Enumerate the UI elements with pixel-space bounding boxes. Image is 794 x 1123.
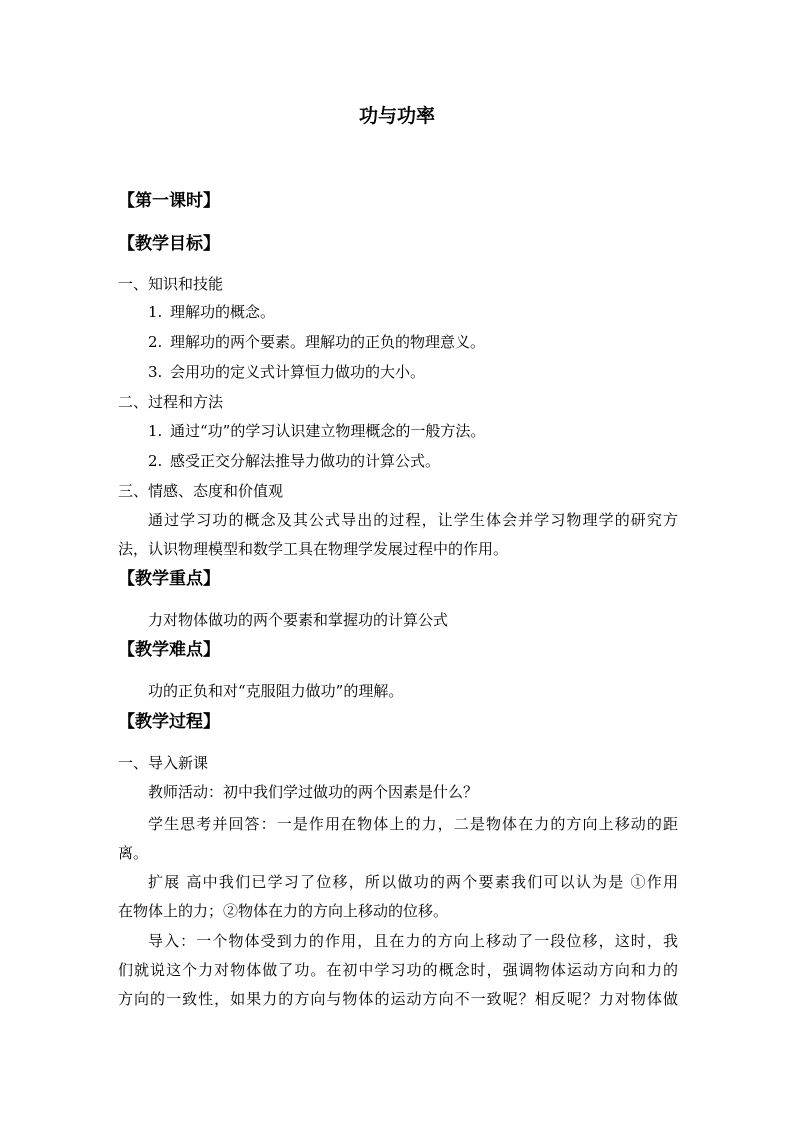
paragraph-line: 在物体上的力；②物体在力的方向上移动的位移。 — [118, 902, 449, 920]
paragraph-line: 们就说这个力对物体做了功。在初中学习功的概念时，强调物体运动方向和力的 — [118, 961, 678, 979]
list-item — [148, 420, 708, 442]
key-points-text: 力对物体做功的两个要素和掌握功的计算公式 — [148, 611, 449, 629]
paragraph-line: 导入：一个物体受到力的作用，且在力的方向上移动了一段位移，这时，我 — [148, 932, 678, 950]
list-number: 2. — [148, 452, 163, 470]
paragraph-line: 学生思考并回答：一是作用在物体上的力，二是物体在力的方向上移动的距 — [148, 815, 678, 833]
list-text: 会用功的定义式计算恒力做功的大小。 — [170, 363, 426, 381]
heading-key-points: 【教学重点】 — [118, 569, 220, 589]
difficulties-text: 功的正负和对“克服阻力做功”的理解。 — [148, 682, 404, 700]
list-item — [148, 361, 708, 383]
paragraph-line: 教师活动：初中我们学过做功的两个因素是什么？ — [148, 783, 479, 801]
list-text: 通过“功”的学习认识建立物理概念的一般方法。 — [170, 422, 486, 440]
section-knowledge-skills: 一、知识和技能 — [118, 275, 224, 293]
list-text: 理解功的两个要素。理解功的正负的物理意义。 — [170, 333, 486, 351]
section-process-method: 二、过程和方法 — [118, 393, 224, 411]
heading-difficulties: 【教学难点】 — [118, 640, 220, 660]
page-title: 功与功率 — [358, 105, 435, 127]
paragraph-line: 离。 — [118, 844, 149, 862]
section-intro: 一、导入新课 — [118, 754, 209, 772]
section-emotion-values: 三、情感、态度和价值观 — [118, 482, 284, 500]
paragraph-line: 通过学习功的概念及其公式导出的过程，让学生体会并学习物理学的研究方 — [148, 511, 678, 529]
heading-objectives: 【教学目标】 — [118, 234, 220, 254]
heading-process: 【教学过程】 — [118, 712, 220, 732]
list-number: 2. — [148, 333, 163, 351]
list-item — [148, 301, 708, 323]
list-text: 理解功的概念。 — [170, 303, 276, 321]
list-text: 感受正交分解法推导力做功的计算公式。 — [170, 452, 441, 470]
heading-period: 【第一课时】 — [118, 191, 220, 211]
list-number: 1. — [148, 303, 163, 321]
paragraph-line: 法，认识物理模型和数学工具在物理学发展过程中的作用。 — [118, 540, 509, 558]
list-number: 3. — [148, 363, 163, 381]
list-item — [148, 331, 708, 353]
list-item — [148, 450, 708, 472]
paragraph-line: 方向的一致性，如果力的方向与物体的运动方向不一致呢？相反呢？力对物体做 — [118, 990, 678, 1008]
list-number: 1. — [148, 422, 163, 440]
paragraph-line: 扩展 高中我们已学习了位移，所以做功的两个要素我们可以认为是 ①作用 — [148, 873, 678, 891]
